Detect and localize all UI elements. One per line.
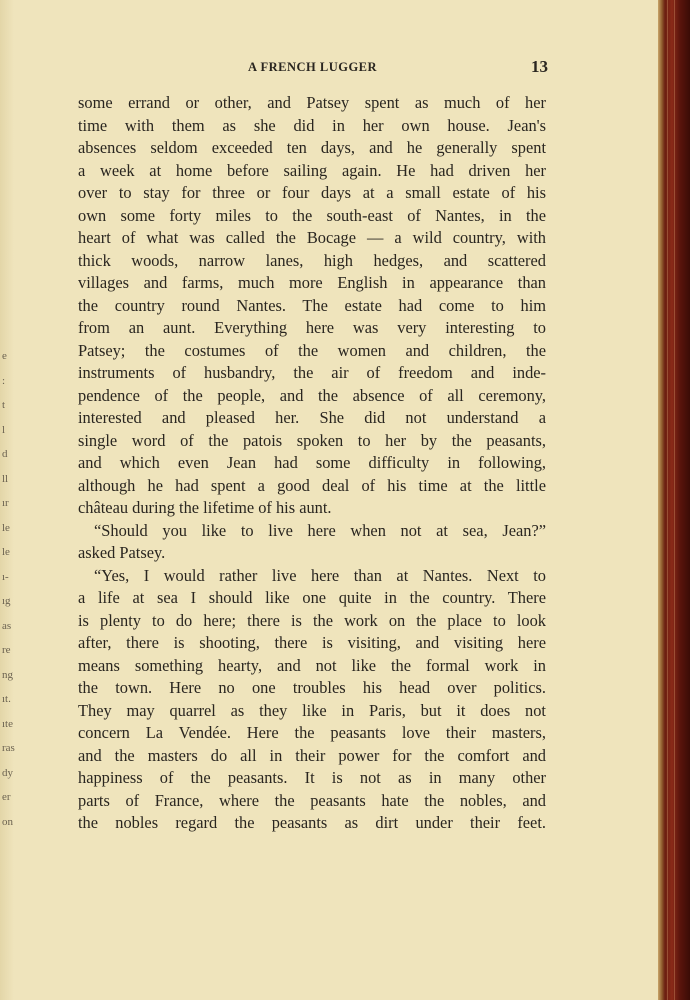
text-line: and which even Jean had some difficulty in following, bbox=[78, 453, 546, 472]
text-line: over to stay for three or four days at a small estate of his bbox=[78, 183, 546, 202]
text-line: although he had spent a good deal of his time at the little bbox=[78, 475, 546, 495]
text-line: thick woods, narrow lanes, high hedges, and scattered bbox=[78, 250, 546, 270]
bleed-through-fragment: re bbox=[2, 644, 11, 656]
text-line: from an aunt. Everything here was very interesting to bbox=[78, 318, 546, 337]
bleed-through-fragment: er bbox=[2, 791, 11, 803]
bleed-through-fragment: ı- bbox=[2, 570, 9, 583]
text-line: château during the lifetime of his aunt. bbox=[78, 498, 332, 517]
spine-highlight bbox=[674, 0, 675, 1000]
text-line: some errand or other, and Patsey spent as much of her bbox=[78, 93, 546, 112]
bleed-through-fragment: e bbox=[2, 350, 7, 362]
text-line: asked Patsey. bbox=[78, 543, 166, 562]
running-head bbox=[78, 58, 548, 78]
bleed-through-fragment: le bbox=[2, 521, 10, 534]
text-line: means something hearty, and not like the formal work in bbox=[78, 655, 546, 675]
text-line: “Should you like to live here when not at sea, Jean?” bbox=[94, 520, 546, 540]
text-line: and the masters do all in their power for the comfort and bbox=[78, 745, 546, 765]
text-line: interested and pleased her. She did not understand a bbox=[78, 408, 546, 427]
book-spine-edge bbox=[658, 0, 690, 1000]
text-line: own some forty miles to the south-east of Nantes, in the bbox=[78, 205, 546, 225]
bleed-through-fragment: : bbox=[2, 374, 6, 387]
text-line: pendence of the people, and the absence of all ceremony, bbox=[78, 385, 546, 405]
bleed-through-fragment: t bbox=[2, 399, 6, 411]
bleed-through-fragment: on bbox=[2, 815, 13, 828]
page-number: 13 bbox=[531, 57, 548, 76]
bleed-through-fragment: ng bbox=[2, 668, 13, 681]
text-line: the country round Nantes. The estate had come to him bbox=[78, 295, 546, 315]
bleed-through-fragment: l bbox=[2, 423, 6, 436]
bleed-through-fragment: ras bbox=[2, 742, 15, 754]
bleed-through-fragment: ll bbox=[2, 472, 9, 485]
bleed-through-fragment: d bbox=[2, 448, 8, 460]
text-line: a week at home before sailing again. He had driven her bbox=[78, 160, 546, 180]
bleed-through-fragment: ıt. bbox=[2, 693, 11, 705]
text-line: parts of France, where the peasants hate the nobles, and bbox=[78, 790, 546, 810]
bleed-through-fragment: ıg bbox=[2, 595, 11, 607]
text-line: a life at sea I should like one quite in the country. There bbox=[78, 588, 546, 607]
bleed-through-fragment: le bbox=[2, 546, 10, 558]
text-line: after, there is shooting, there is visiting, and visiting here bbox=[78, 633, 546, 652]
bleed-through-fragment: ır bbox=[2, 497, 9, 509]
bleed-through-fragment: dy bbox=[2, 766, 13, 779]
text-line: “Yes, I would rather live here than at Nantes. Next to bbox=[94, 565, 546, 585]
text-line: absences seldom exceeded ten days, and he generally spent bbox=[78, 138, 546, 157]
text-line: concern La Vendée. Here the peasants love their masters, bbox=[78, 723, 546, 742]
text-line: the town. Here no one troubles his head over politics. bbox=[78, 678, 546, 697]
text-line: They may quarrel as they like in Paris, but it does not bbox=[78, 700, 546, 720]
bleed-through-fragment: as bbox=[2, 619, 12, 632]
text-line: instruments of husbandry, the air of freedom and inde- bbox=[78, 363, 546, 382]
text-line: villages and farms, much more English in appearance than bbox=[78, 273, 546, 292]
body-text bbox=[78, 92, 546, 835]
text-line: is plenty to do here; there is the work on the place to look bbox=[78, 610, 546, 630]
facing-page-bleed-through bbox=[0, 350, 14, 840]
text-line: the nobles regard the peasants as dirt under their feet. bbox=[78, 813, 546, 832]
text-line: Patsey; the costumes of the women and children, the bbox=[78, 340, 546, 360]
text-line: happiness of the peasants. It is not as in many other bbox=[78, 768, 546, 787]
spine-highlight bbox=[667, 0, 668, 1000]
running-head-title: A FRENCH LUGGER bbox=[248, 60, 378, 74]
text-line: time with them as she did in her own house. Jean's bbox=[78, 115, 546, 135]
text-line: single word of the patois spoken to her by the peasants, bbox=[78, 430, 546, 450]
bleed-through-fragment: ıte bbox=[2, 717, 13, 730]
text-line: heart of what was called the Bocage — a wild country, with bbox=[78, 228, 546, 247]
